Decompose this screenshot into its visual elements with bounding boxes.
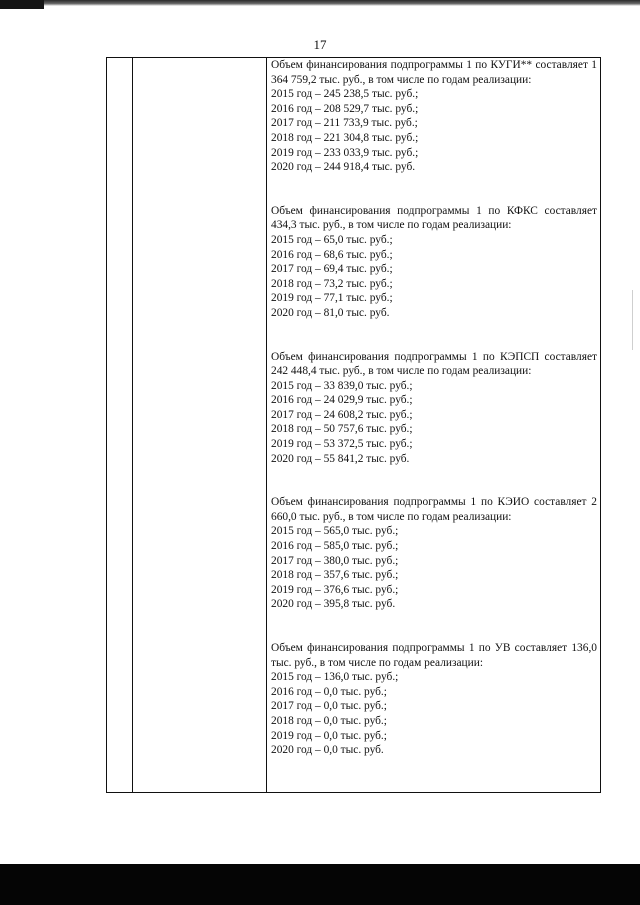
year-amount: 2015 год – 565,0 тыс. руб.; — [271, 525, 399, 538]
scan-margin-mark — [632, 290, 633, 350]
year-amount: 2017 год – 0,0 тыс. руб.; — [271, 700, 387, 713]
year-amount: 2015 год – 245 238,5 тыс. руб.; — [271, 88, 419, 101]
year-amount: 2020 год – 244 918,4 тыс. руб. — [271, 161, 416, 174]
year-list — [271, 87, 597, 175]
year-list — [271, 524, 597, 612]
scan-top-mark — [0, 0, 44, 9]
financing-block-kepsp — [271, 350, 597, 467]
year-amount: 2017 год – 24 608,2 тыс. руб.; — [271, 408, 413, 421]
year-amount: 2018 год – 221 304,8 тыс. руб.; — [271, 131, 419, 144]
financing-intro: Объем финансирования подпрограммы 1 по КЭПСП составляет 242 448,4 тыс. руб., в том числе по годам реализации: — [271, 350, 597, 378]
year-amount: 2017 год – 211 733,9 тыс. руб.; — [271, 117, 418, 130]
year-list — [271, 379, 597, 467]
year-amount: 2019 год – 0,0 тыс. руб.; — [271, 729, 387, 742]
year-amount: 2016 год – 0,0 тыс. руб.; — [271, 685, 387, 698]
year-amount: 2017 год – 380,0 тыс. руб.; — [271, 554, 399, 567]
financing-cell — [271, 58, 597, 758]
financing-intro: Объем финансирования подпрограммы 1 по КФКС составляет 434,3 тыс. руб., в том числе по годам реализации: — [271, 204, 597, 232]
scan-bottom-band — [0, 864, 640, 905]
year-amount: 2020 год – 0,0 тыс. руб. — [271, 744, 384, 757]
year-amount: 2020 год – 81,0 тыс. руб. — [271, 306, 390, 319]
year-amount: 2018 год – 73,2 тыс. руб.; — [271, 277, 393, 290]
financing-block-kugi — [271, 58, 597, 175]
year-amount: 2020 год – 395,8 тыс. руб. — [271, 598, 396, 611]
year-list — [271, 670, 597, 758]
year-amount: 2017 год – 69,4 тыс. руб.; — [271, 263, 393, 276]
scan-top-edge — [0, 0, 640, 6]
year-amount: 2016 год – 208 529,7 тыс. руб.; — [271, 102, 419, 115]
year-amount: 2015 год – 65,0 тыс. руб.; — [271, 233, 393, 246]
table-column-divider — [132, 57, 133, 793]
year-amount: 2018 год – 357,6 тыс. руб.; — [271, 569, 399, 582]
page-number: 17 — [313, 37, 327, 52]
year-list — [271, 233, 597, 321]
financing-intro: Объем финансирования подпрограммы 1 по КУГИ** составляет 1 364 759,2 тыс. руб., в том числе по годам реализации: — [271, 59, 597, 86]
year-amount: 2015 год – 136,0 тыс. руб.; — [271, 671, 399, 684]
financing-block-uv — [271, 641, 597, 758]
year-amount: 2016 год – 585,0 тыс. руб.; — [271, 540, 399, 553]
year-amount: 2019 год – 376,6 тыс. руб.; — [271, 583, 399, 596]
table-column-divider — [266, 57, 267, 793]
year-amount: 2019 год – 77,1 тыс. руб.; — [271, 292, 393, 305]
financing-block-kfks — [271, 204, 597, 321]
financing-intro: Объем финансирования подпрограммы 1 по УВ составляет 136,0 тыс. руб., в том числе по годам реализации: — [271, 642, 597, 669]
financing-block-keio — [271, 495, 597, 612]
financing-intro: Объем финансирования подпрограммы 1 по КЭИО составляет 2 660,0 тыс. руб., в том числе по годам реализации: — [271, 496, 597, 523]
year-amount: 2016 год – 24 029,9 тыс. руб.; — [271, 394, 413, 407]
year-amount: 2018 год – 50 757,6 тыс. руб.; — [271, 423, 413, 436]
year-amount: 2019 год – 53 372,5 тыс. руб.; — [271, 438, 413, 451]
year-amount: 2020 год – 55 841,2 тыс. руб. — [271, 452, 410, 465]
year-amount: 2016 год – 68,6 тыс. руб.; — [271, 248, 393, 261]
year-amount: 2018 год – 0,0 тыс. руб.; — [271, 714, 387, 727]
year-amount: 2015 год – 33 839,0 тыс. руб.; — [271, 379, 413, 392]
year-amount: 2019 год – 233 033,9 тыс. руб.; — [271, 146, 419, 159]
